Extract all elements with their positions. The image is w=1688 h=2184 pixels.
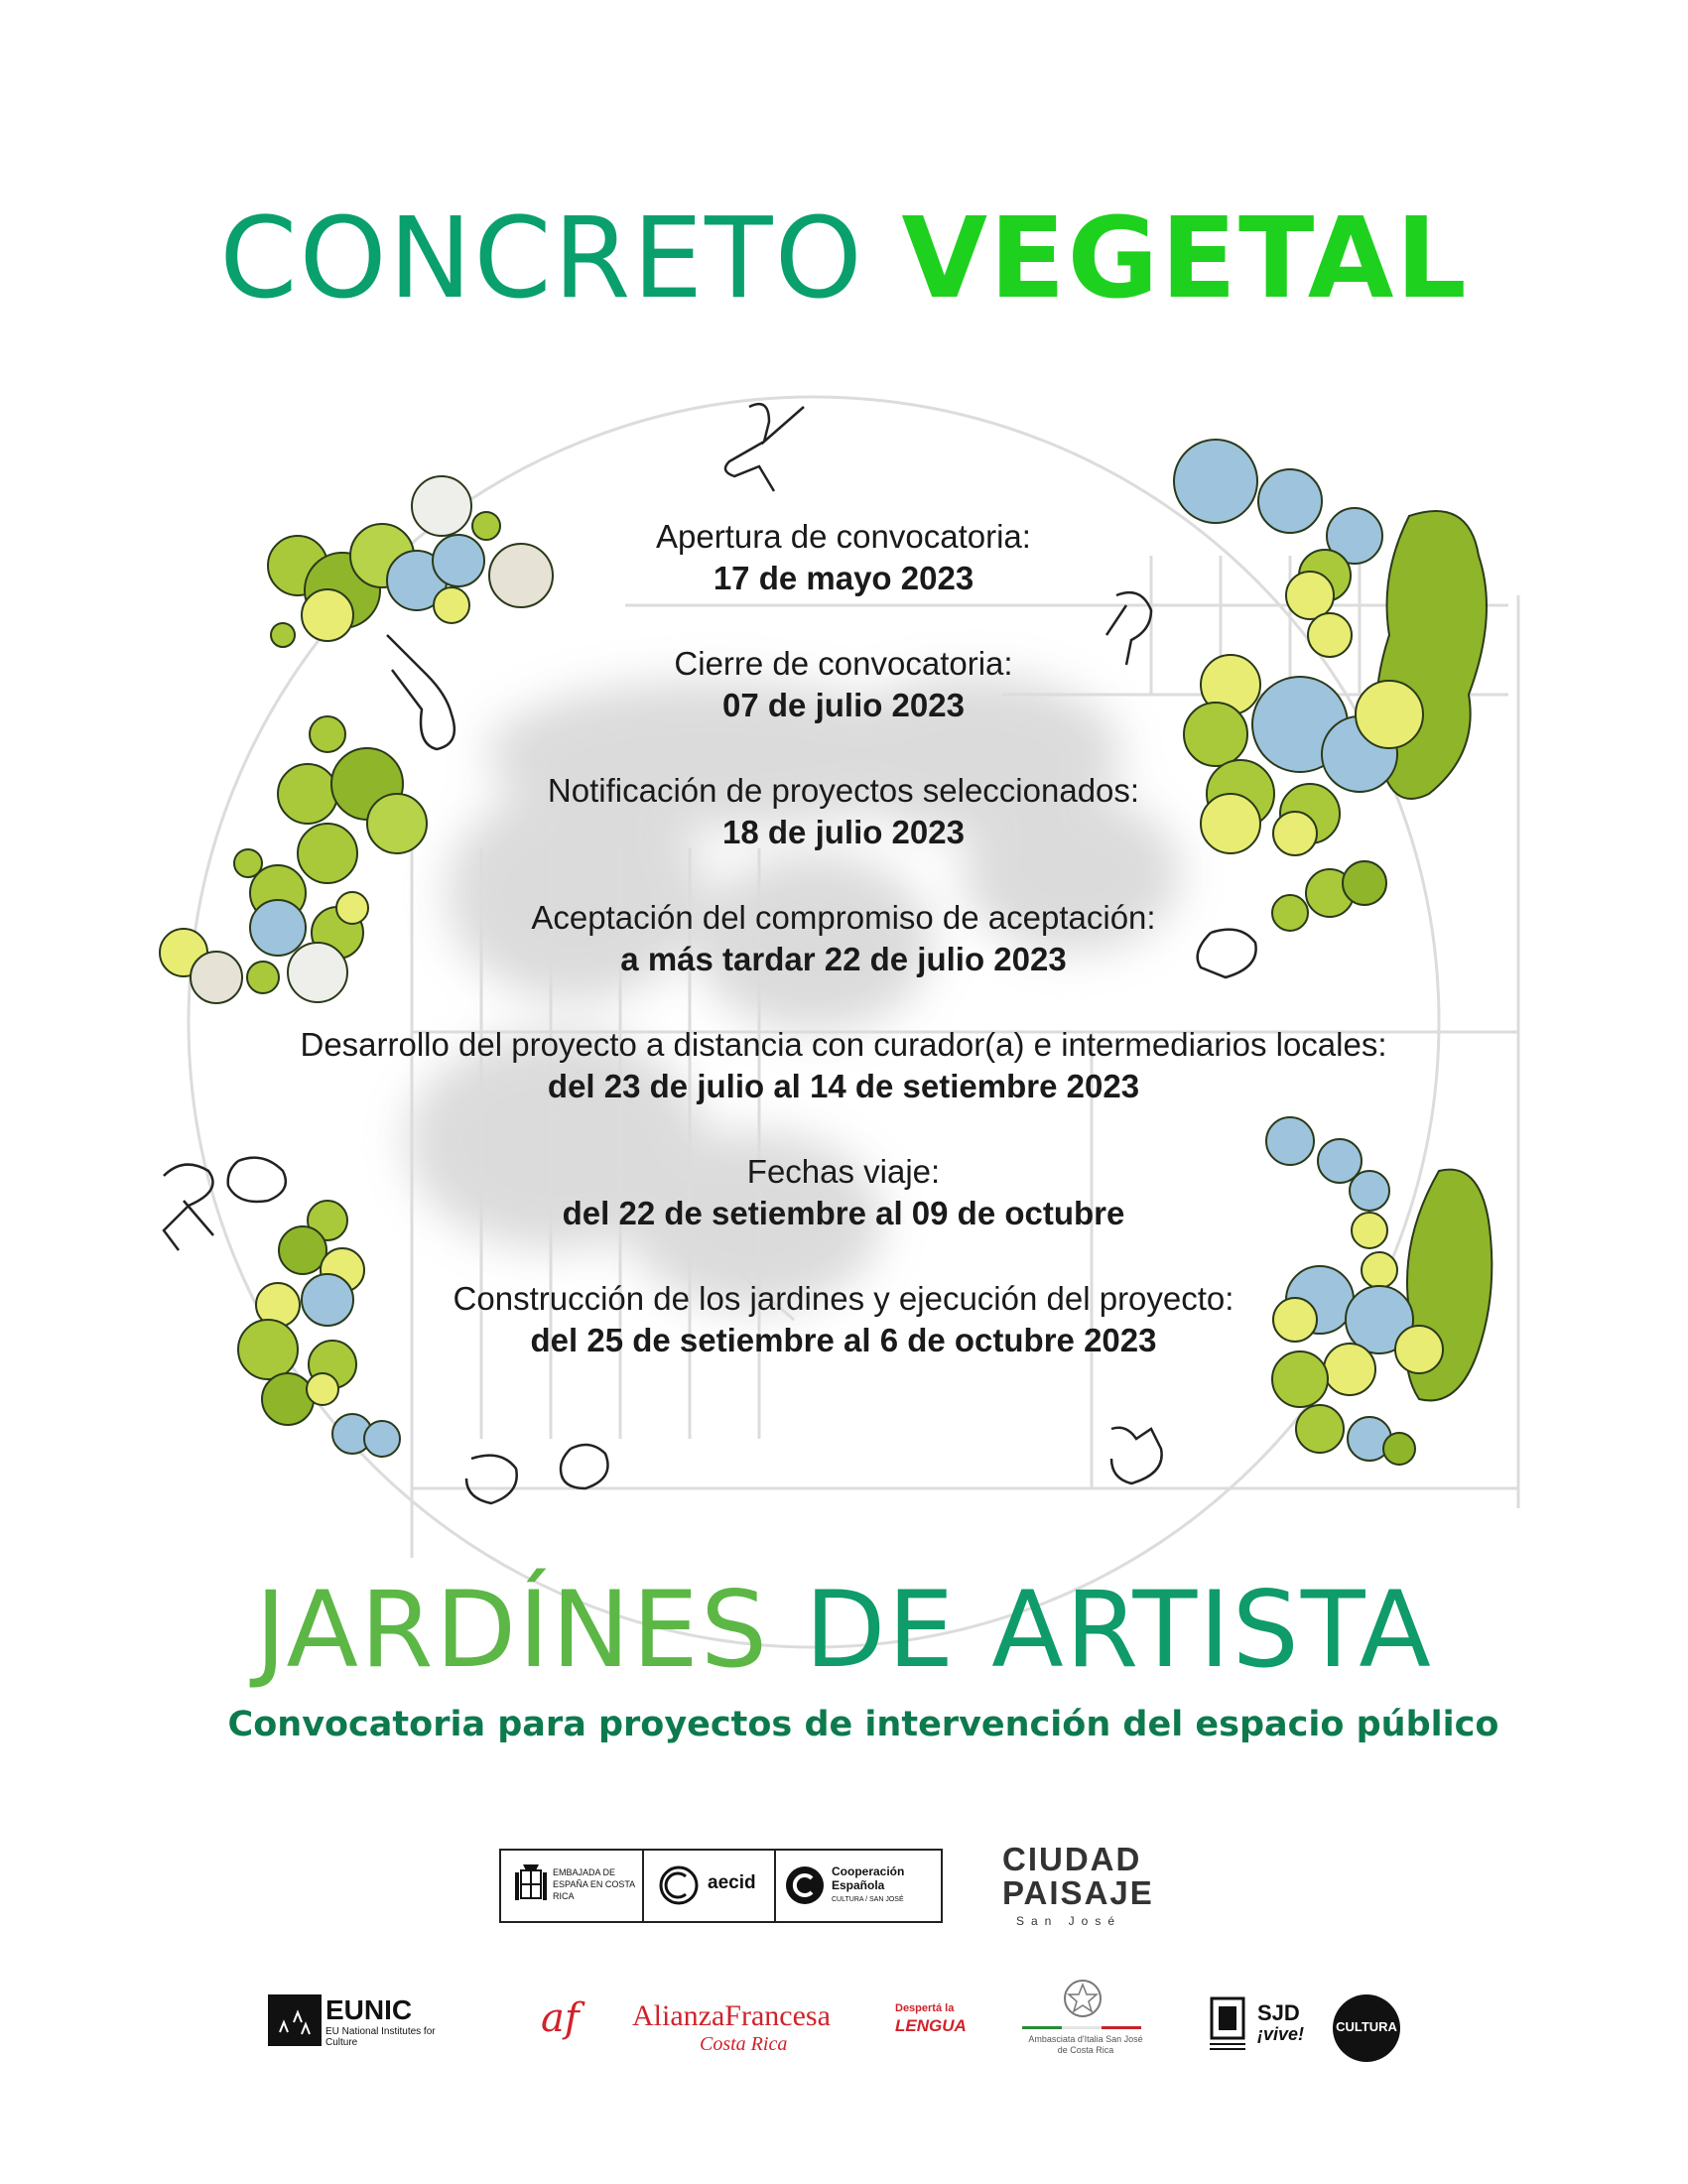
schedule-item bbox=[198, 516, 1489, 643]
cooperacion-icon bbox=[784, 1864, 826, 1906]
schedule-label: Fechas viaje: bbox=[746, 1153, 941, 1190]
sjd-line2: ¡vive! bbox=[1257, 2024, 1305, 2044]
desperta-line2: LENGUA bbox=[895, 2016, 967, 2035]
event-title-word1: CONCRETO bbox=[219, 194, 864, 323]
schedule-label: Apertura de convocatoria: bbox=[656, 518, 1031, 555]
embajada-text: EMBAJADA DE ESPAÑA EN COSTA RICA bbox=[553, 1867, 635, 1901]
ciudad-paisaje-sub: San José bbox=[1016, 1914, 1122, 1928]
ciudad-paisaje-line1: CIUDAD bbox=[1002, 1841, 1142, 1877]
event-title bbox=[0, 194, 1688, 323]
municipality-crest-icon bbox=[1206, 1994, 1249, 2054]
eunic-logo bbox=[268, 1994, 447, 2050]
flag-red-bar bbox=[1102, 2026, 1141, 2029]
flag-white-bar bbox=[1062, 2026, 1102, 2029]
schedule-label: Construcción de los jardines y ejecución del proyecto: bbox=[453, 1280, 1234, 1317]
schedule-label: Cierre de convocatoria: bbox=[674, 645, 1013, 682]
sjd-logos bbox=[1206, 1994, 1419, 2064]
spain-logos-box bbox=[499, 1849, 943, 1923]
cooperacion-logo bbox=[774, 1851, 941, 1921]
cooperacion-text: Cooperación Española bbox=[832, 1864, 905, 1892]
embajada-logo bbox=[501, 1851, 644, 1921]
alianza-francesa-subtext: Costa Rica bbox=[700, 2033, 788, 2055]
schedule-item bbox=[198, 897, 1489, 1024]
schedule-label: Notificación de proyectos seleccionados: bbox=[547, 772, 1140, 809]
event-title-word2: VEGETAL bbox=[901, 194, 1469, 323]
cooperacion-subtext: CULTURA / SAN JOSÉ bbox=[832, 1896, 904, 1903]
aecid-text: aecid bbox=[708, 1872, 756, 1893]
schedule-date: 07 de julio 2023 bbox=[722, 687, 965, 723]
schedule-date: 18 de julio 2023 bbox=[722, 814, 965, 850]
cultura-text: CULTURA bbox=[1336, 2019, 1397, 2034]
schedule-date: 17 de mayo 2023 bbox=[713, 560, 974, 596]
desperta-line1: Despertá la bbox=[895, 2002, 955, 2014]
desperta-lengua-logo bbox=[891, 2002, 980, 2052]
schedule-item bbox=[198, 643, 1489, 770]
coat-of-arms-icon bbox=[513, 1863, 549, 1908]
schedule-item bbox=[198, 1024, 1489, 1151]
sjd-line1: SJD bbox=[1257, 2000, 1300, 2025]
schedule-label: Desarrollo del proyecto a distancia con curador(a) e intermediarios locales: bbox=[300, 1026, 1387, 1063]
af-mark: af bbox=[541, 1995, 580, 2041]
italia-embassy-text: Ambasciata d'Italia San José de Costa Rica bbox=[1028, 2034, 1143, 2055]
schedule-item bbox=[198, 1278, 1489, 1405]
schedule-date: a más tardar 22 de julio 2023 bbox=[620, 941, 1067, 977]
ciudad-paisaje-line2: PAISAJE bbox=[1002, 1874, 1154, 1911]
schedule-list bbox=[198, 516, 1489, 1405]
stars-icon bbox=[272, 2002, 318, 2040]
alianza-francesa-text: AlianzaFrancesa bbox=[632, 1999, 831, 2032]
aecid-logo bbox=[642, 1851, 776, 1921]
program-subtitle: Convocatoria para proyectos de intervención del espacio público bbox=[227, 1705, 1499, 1744]
schedule-label: Aceptación del compromiso de aceptación: bbox=[531, 899, 1156, 936]
eunic-text: EUNIC bbox=[325, 1994, 413, 2025]
program-title bbox=[0, 1569, 1688, 1691]
schedule-item bbox=[198, 1151, 1489, 1278]
flag-green-bar bbox=[1022, 2026, 1062, 2029]
cultura-badge bbox=[1333, 1994, 1400, 2062]
program-title-word1: JARDÍNES bbox=[255, 1569, 770, 1691]
aecid-icon bbox=[658, 1864, 700, 1906]
alianza-francesa-logo bbox=[541, 1990, 868, 2064]
ciudad-paisaje-logo bbox=[1002, 1841, 1171, 1940]
schedule-date: del 23 de julio al 14 de setiembre 2023 bbox=[547, 1068, 1140, 1104]
schedule-date: del 25 de setiembre al 6 de octubre 2023 bbox=[530, 1322, 1157, 1358]
schedule-item bbox=[198, 770, 1489, 897]
italian-emblem-icon bbox=[1061, 1977, 1104, 2020]
schedule-date: del 22 de setiembre al 09 de octubre bbox=[562, 1195, 1125, 1231]
eunic-subtext: EU National Institutes for Culture bbox=[325, 2026, 436, 2048]
italia-embassy-logo bbox=[1017, 1977, 1151, 2066]
program-title-word2: DE ARTISTA bbox=[804, 1569, 1433, 1691]
